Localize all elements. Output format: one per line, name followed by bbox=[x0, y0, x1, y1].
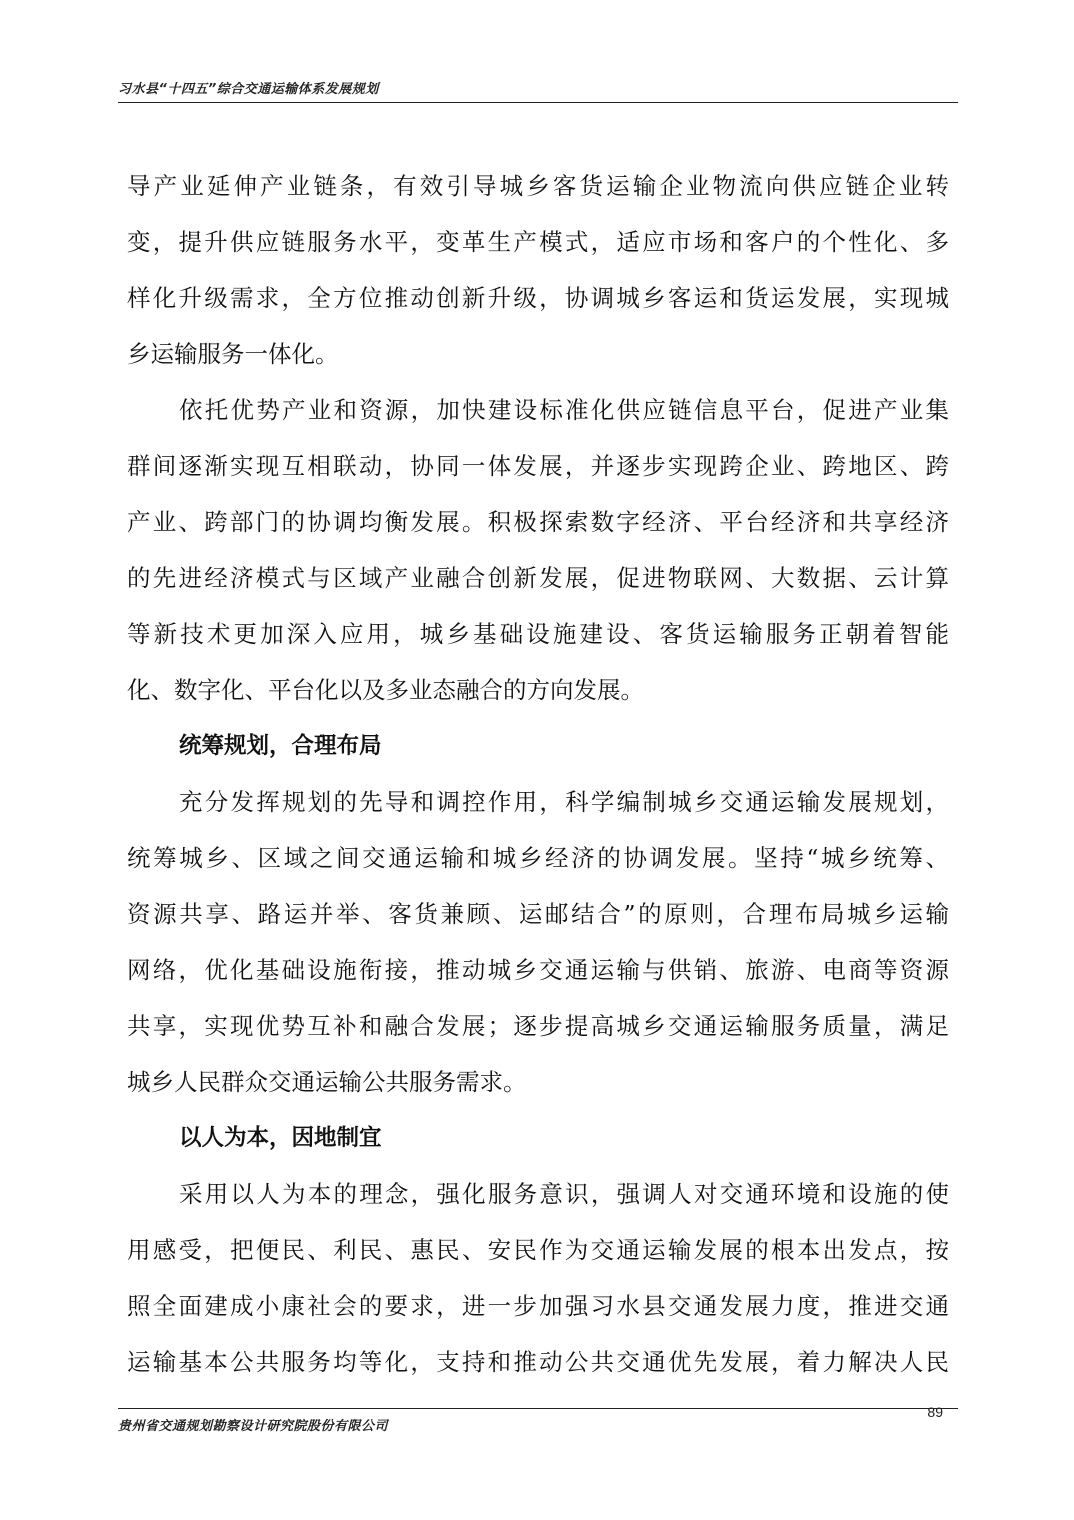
paragraph-line: 导产业延伸产业链条，有效引导城乡客货运输企业物流向供应链企业转 bbox=[127, 172, 949, 200]
paragraph-line: 化、数字化、平台化以及多业态融合的方向发展。 bbox=[127, 676, 644, 704]
paragraph-line: 用感受，把便民、利民、惠民、安民作为交通运输发展的根本出发点，按 bbox=[127, 1236, 949, 1264]
paragraph-line: 的先进经济模式与区域产业融合创新发展，促进物联网、大数据、云计算 bbox=[127, 564, 949, 592]
paragraph-line: 网络，优化基础设施衔接，推动城乡交通运输与供销、旅游、电商等资源 bbox=[127, 956, 949, 984]
paragraph-line: 资源共享、路运并举、客货兼顾、运邮结合”的原则，合理布局城乡运输 bbox=[127, 900, 949, 928]
paragraph-line: 城乡人民群众交通运输公共服务需求。 bbox=[127, 1068, 527, 1096]
paragraph-line: 产业、跨部门的协调均衡发展。积极探索数字经济、平台经济和共享经济 bbox=[127, 508, 949, 536]
paragraph-line: 运输基本公共服务均等化，支持和推动公共交通优先发展，着力解决人民 bbox=[127, 1348, 949, 1376]
page-number: 89 bbox=[927, 1404, 943, 1420]
paragraph-line: 变，提升供应链服务水平，变革生产模式，适应市场和客户的个性化、多 bbox=[127, 228, 949, 256]
paragraph-line: 统筹城乡、区域之间交通运输和城乡经济的协调发展。坚持“城乡统筹、 bbox=[127, 844, 949, 872]
section-heading: 统筹规划，合理布局 bbox=[179, 733, 382, 759]
document-body bbox=[127, 158, 949, 1398]
section-heading: 以人为本，因地制宜 bbox=[179, 1125, 382, 1151]
paragraph-line: 共享，实现优势互补和融合发展；逐步提高城乡交通运输服务质量，满足 bbox=[127, 1012, 949, 1040]
paragraph-line: 等新技术更加深入应用，城乡基础设施建设、客货运输服务正朝着智能 bbox=[127, 620, 949, 648]
paragraph-line: 群间逐渐实现互相联动，协同一体发展，并逐步实现跨企业、跨地区、跨 bbox=[127, 452, 949, 480]
header-title: 习水县“十四五”综合交通运输体系发展规划 bbox=[118, 82, 379, 97]
paragraph-line: 乡运输服务一体化。 bbox=[127, 340, 339, 368]
paragraph-line: 样化升级需求，全方位推动创新升级，协调城乡客运和货运发展，实现城 bbox=[127, 284, 949, 312]
paragraph-line: 依托优势产业和资源，加快建设标准化供应链信息平台，促进产业集 bbox=[179, 396, 949, 424]
paragraph-line: 照全面建成小康社会的要求，进一步加强习水县交通发展力度，推进交通 bbox=[127, 1292, 949, 1320]
page-footer bbox=[118, 1404, 958, 1437]
page-header bbox=[118, 78, 958, 103]
paragraph-line: 充分发挥规划的先导和调控作用，科学编制城乡交通运输发展规划， bbox=[179, 788, 949, 816]
paragraph-line: 采用以人为本的理念，强化服务意识，强调人对交通环境和设施的使 bbox=[179, 1180, 949, 1208]
footer-company-name: 贵州省交通规划勘察设计研究院股份有限公司 bbox=[118, 1419, 389, 1434]
